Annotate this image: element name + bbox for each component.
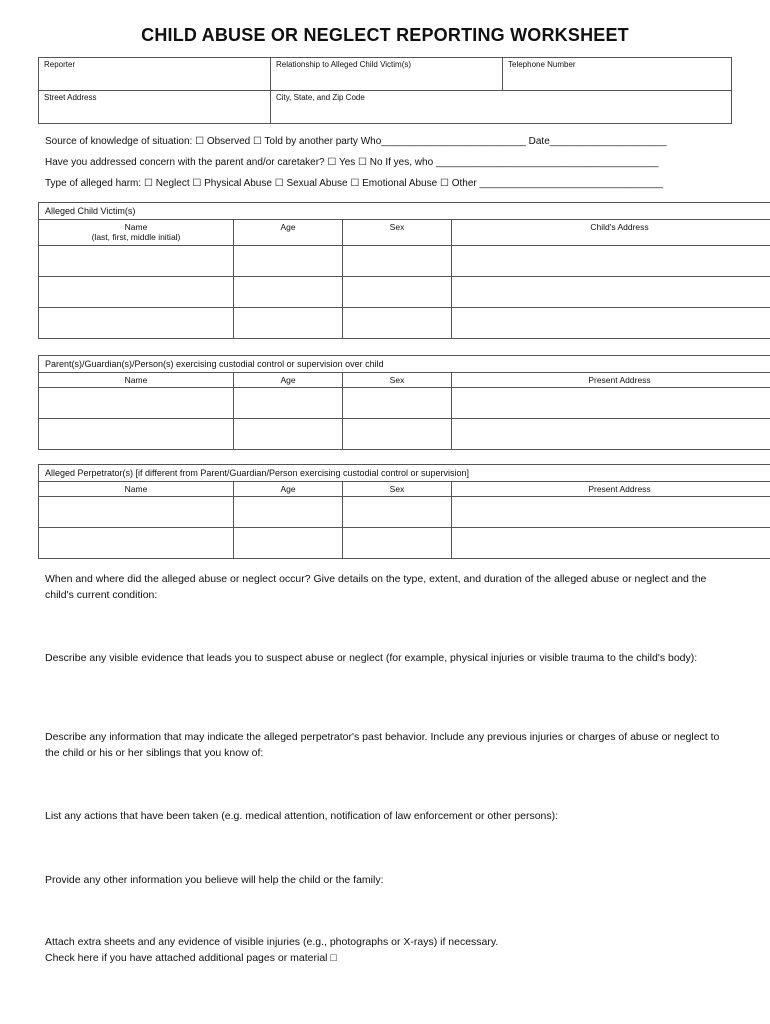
column-header-sex: Sex	[343, 482, 452, 497]
column-header-name	[39, 220, 234, 246]
reporter-field[interactable]: Reporter	[39, 58, 271, 91]
table-row[interactable]	[39, 277, 770, 308]
section-heading: Parent(s)/Guardian(s)/Person(s) exercising custodial control or supervision over child	[39, 356, 770, 373]
question-visible-evidence: Describe any visible evidence that leads you to suspect abuse or neglect (for example, physical injuries or visible trauma to the child's body):	[45, 652, 698, 664]
perpetrators-table	[38, 464, 770, 559]
column-header-sex: Sex	[343, 373, 452, 388]
table-row[interactable]	[39, 497, 770, 528]
column-header-name: Name	[39, 373, 234, 388]
page-title: CHILD ABUSE OR NEGLECT REPORTING WORKSHEET	[141, 25, 629, 45]
street-address-field[interactable]: Street Address	[39, 91, 271, 124]
type-of-harm-line[interactable]: Type of alleged harm: ☐ Neglect ☐ Physical Abuse ☐ Sexual Abuse ☐ Emotional Abuse ☐ Other _________________________________	[45, 178, 664, 189]
column-header-age: Age	[234, 482, 343, 497]
addressed-concern-line[interactable]: Have you addressed concern with the parent and/or caretaker? ☐ Yes ☐ No If yes, who ________________________________________	[45, 157, 659, 168]
reporter-info-table	[38, 57, 732, 124]
section-heading: Alleged Perpetrator(s) [if different from Parent/Guardian/Person exercising custodial control or supervision]	[39, 465, 770, 482]
table-row[interactable]	[39, 246, 770, 277]
column-header-address: Child's Address	[452, 220, 770, 246]
attach-checkbox-line[interactable]: Check here if you have attached additional pages or material □	[45, 952, 337, 964]
parents-table	[38, 355, 770, 450]
column-header-sex: Sex	[343, 220, 452, 246]
column-header-age: Age	[234, 373, 343, 388]
section-heading: Alleged Child Victim(s)	[39, 203, 770, 220]
table-row[interactable]	[39, 419, 770, 450]
question-other-info: Provide any other information you believe will help the child or the family:	[45, 874, 384, 886]
question-past-behavior: Describe any information that may indicate the alleged perpetrator's past behavior. Include any previous injuries or charges of abuse or neglect to the child or his or her siblings that you know of:	[45, 731, 720, 759]
column-header-address: Present Address	[452, 373, 770, 388]
city-state-zip-field[interactable]: City, State, and Zip Code	[271, 91, 732, 124]
table-row[interactable]	[39, 528, 770, 559]
table-row[interactable]	[39, 388, 770, 419]
relationship-field[interactable]: Relationship to Alleged Child Victim(s)	[271, 58, 503, 91]
child-victims-table	[38, 202, 770, 339]
attach-instructions: Attach extra sheets and any evidence of visible injuries (e.g., photographs or X-rays) if necessary.	[45, 936, 499, 948]
column-header-address: Present Address	[452, 482, 770, 497]
name-sublabel: (last, first, middle initial)	[91, 232, 181, 242]
table-row[interactable]	[39, 308, 770, 339]
name-label: Name	[124, 222, 148, 232]
column-header-age: Age	[234, 220, 343, 246]
column-header-name: Name	[39, 482, 234, 497]
telephone-field[interactable]: Telephone Number	[503, 58, 732, 91]
source-of-knowledge-line[interactable]: Source of knowledge of situation: ☐ Observed ☐ Told by another party Who__________________________ Date_____________________	[45, 136, 667, 147]
question-actions-taken: List any actions that have been taken (e.g. medical attention, notification of law enforcement or other persons):	[45, 810, 559, 822]
question-when-where: When and where did the alleged abuse or neglect occur? Give details on the type, extent, and duration of the alleged abuse or neglect and the child's current condition:	[45, 573, 707, 601]
